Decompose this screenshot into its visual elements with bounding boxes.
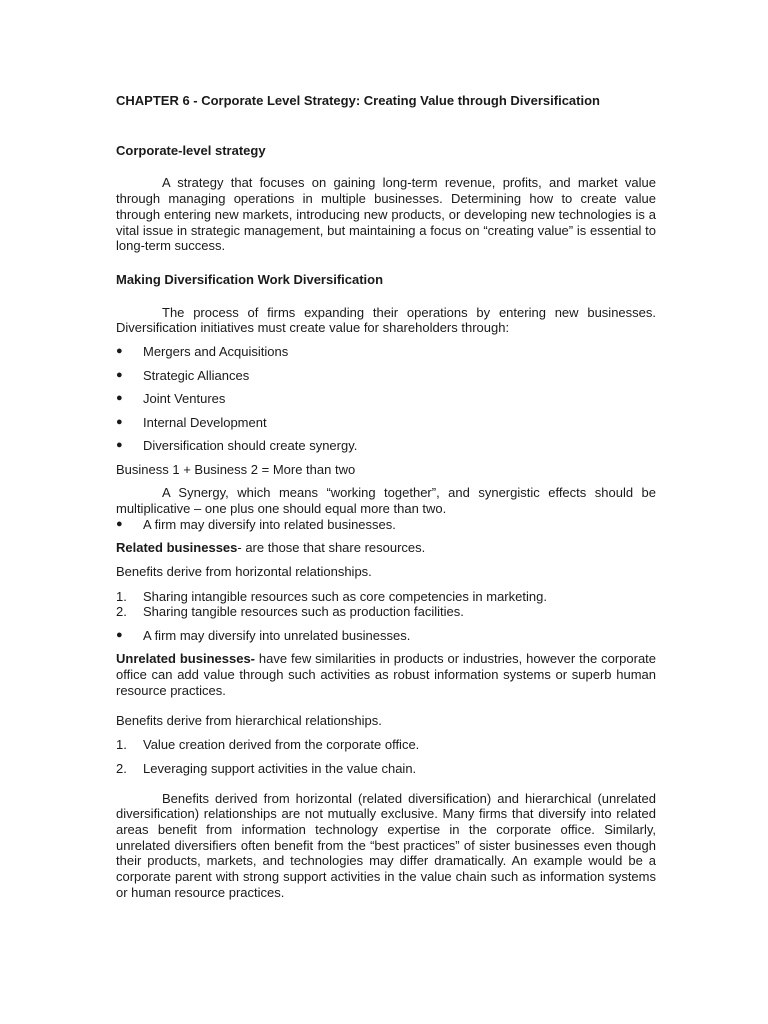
list-item: 2. Sharing tangible resources such as production facilities. xyxy=(116,604,464,620)
related-bullet-list xyxy=(116,517,656,533)
list-item: ● Mergers and Acquisitions xyxy=(116,344,289,360)
bullet-icon: ● xyxy=(116,628,123,641)
related-businesses-definition: Related businesses- are those that share resources. xyxy=(116,540,426,556)
list-item: ● A firm may diversify into related businesses. xyxy=(116,516,396,532)
bullet-icon: ● xyxy=(116,345,123,358)
diversification-methods-list xyxy=(116,344,656,454)
list-item: ● Internal Development xyxy=(116,414,267,430)
unrelated-businesses-term: Unrelated businesses- xyxy=(116,651,256,667)
section-heading-corporate-level-strategy: Corporate-level strategy xyxy=(116,142,266,158)
list-item: 2. Leveraging support activities in the value chain. xyxy=(116,760,417,776)
unrelated-businesses-definition: Unrelated businesses- have few similarities in products or industries, however the corporate office can add value through such activities as robust information systems or superb human resource practices. xyxy=(116,651,657,698)
list-item: ● Diversification should create synergy. xyxy=(116,438,358,454)
corporate-strategy-paragraph: A strategy that focuses on gaining long-term revenue, profits, and market value through managing operations in multiple businesses. Determining how to create value through entering new markets, introducing new products, or developing new technologies is a vital issue in strategic management, but maintaining a focus on “creating value” is essential to long-term success. xyxy=(116,175,656,254)
closing-paragraph: Benefits derived from horizontal (related diversification) and hierarchical (unrelated diversification) relationships are not mutually exclusive. Many firms that diversify into related areas benefit from information technology expertise in the corporate office. Similarly, unrelated diversifiers often benefit from the “best practices” of sister businesses even though their products, markets, and technologies may differ dramatically. An example would be a corporate parent with strong support activities in the value chain such as information systems or human resource practices. xyxy=(116,790,656,900)
bullet-icon: ● xyxy=(116,392,123,405)
related-businesses-term: Related businesses xyxy=(116,540,238,556)
bullet-icon: ● xyxy=(116,517,123,530)
bullet-icon: ● xyxy=(116,415,123,428)
unrelated-bullet-list xyxy=(116,628,656,644)
section-heading-making-diversification-work: Making Diversification Work Diversification xyxy=(116,271,384,287)
list-item: ● Joint Ventures xyxy=(116,391,226,407)
hierarchical-benefits-label: Benefits derive from hierarchical relationships. xyxy=(116,712,382,728)
list-item: ● Strategic Alliances xyxy=(116,367,250,383)
bullet-icon: ● xyxy=(116,439,123,452)
list-item: 1. Sharing intangible resources such as core competencies in marketing. xyxy=(116,588,547,604)
list-item: ● A firm may diversify into unrelated businesses. xyxy=(116,627,411,643)
bullet-icon: ● xyxy=(116,368,123,381)
list-item: 1. Value creation derived from the corporate office. xyxy=(116,737,420,753)
document-content xyxy=(116,93,656,919)
synergy-equation: Business 1 + Business 2 = More than two xyxy=(116,461,356,477)
horizontal-benefits-list xyxy=(116,589,656,620)
horizontal-benefits-label: Benefits derive from horizontal relationships. xyxy=(116,563,372,579)
chapter-title: CHAPTER 6 - Corporate Level Strategy: Creating Value through Diversification xyxy=(116,93,600,108)
hierarchical-benefits-list xyxy=(116,737,656,776)
synergy-paragraph: A Synergy, which means “working together”, and synergistic effects should be multiplicative – one plus one should equal more than two. xyxy=(116,485,656,516)
diversification-paragraph: The process of firms expanding their operations by entering new businesses. Diversification initiatives must create value for shareholders through: xyxy=(116,304,656,336)
